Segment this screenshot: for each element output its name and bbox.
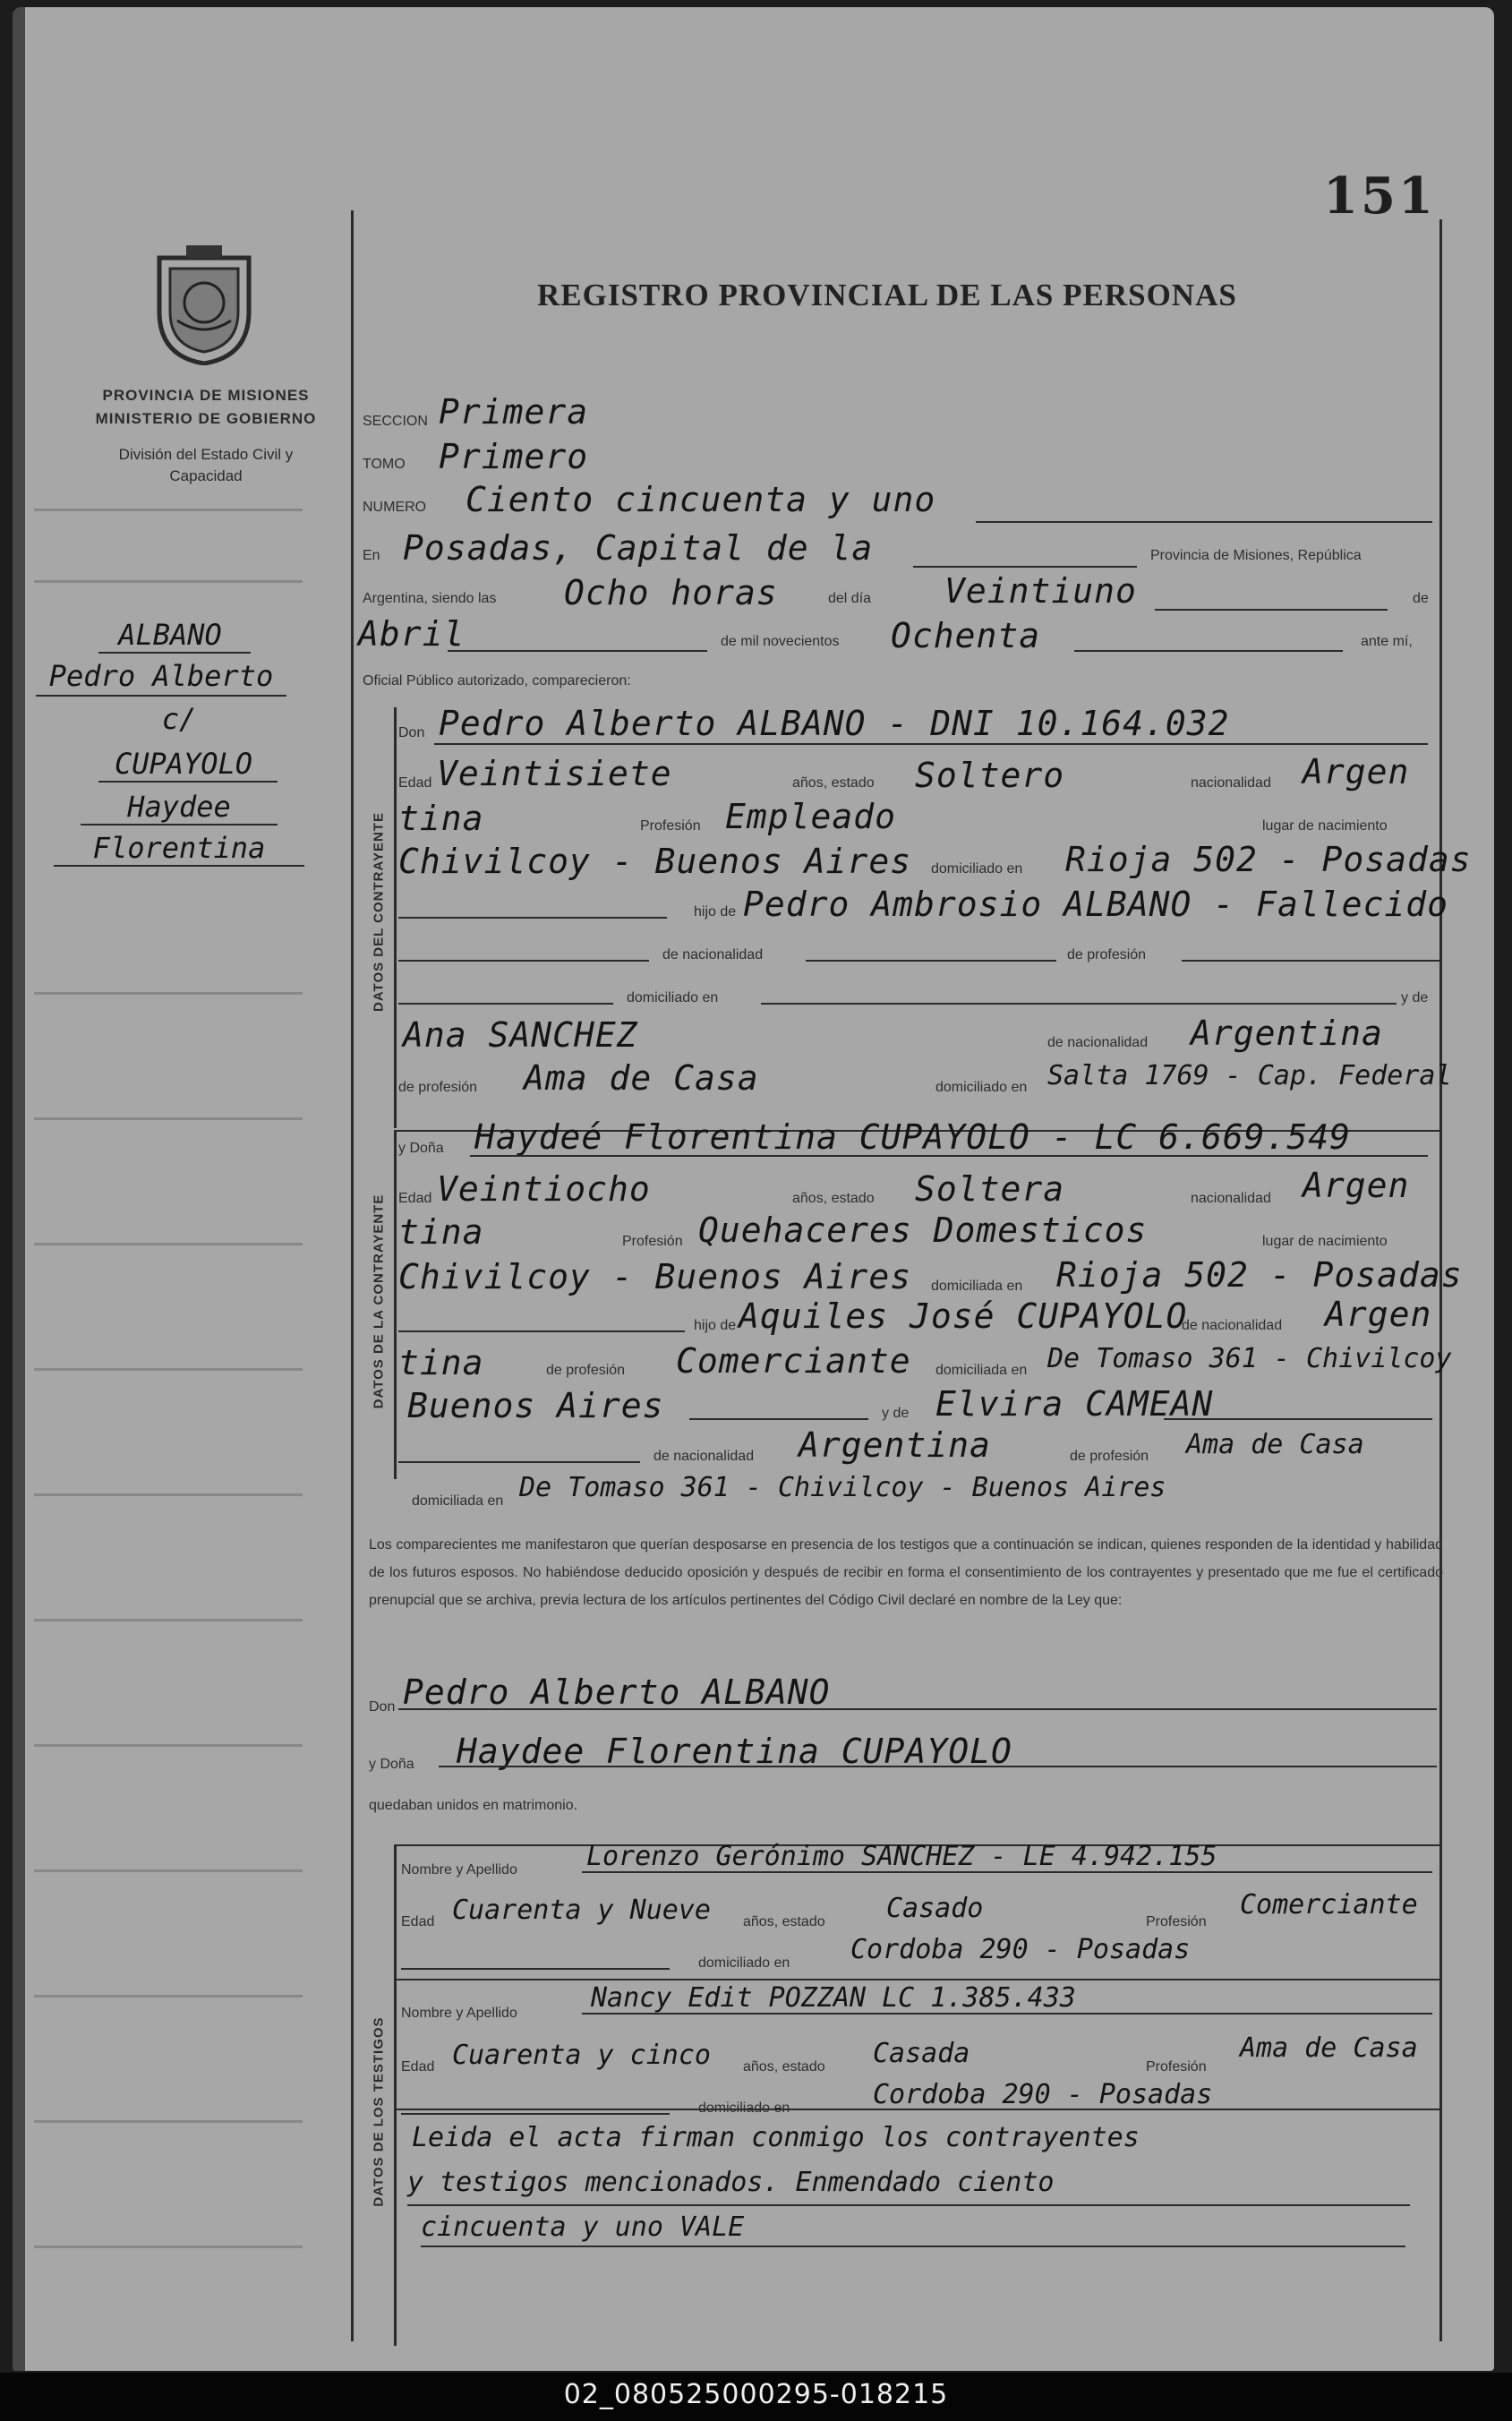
nacionalidad-label-2: nacionalidad [1191, 1191, 1271, 1206]
dia-value: Veintiuno [944, 571, 1137, 611]
margin-surname: ALBANO [118, 618, 222, 652]
lugar-nac-label: lugar de nacimiento [1262, 818, 1388, 834]
groom-address: Rioja 502 - Posadas [1065, 840, 1472, 879]
declared-groom: Pedro Alberto ALBANO [403, 1672, 831, 1712]
bride-name: Haydeé Florentina CUPAYOLO - LC 6.669.549 [474, 1117, 1351, 1157]
groom-birthplace: Chivilcoy - Buenos Aires [398, 842, 912, 881]
domicilio-label-5: domiciliada en [935, 1363, 1028, 1378]
hora-value: Ocho horas [564, 573, 778, 612]
ministry-label: MINISTERIO DE GOBIERNO [95, 410, 317, 427]
lugar-value: Posadas, Capital de la [403, 528, 874, 568]
ruled-line [34, 2120, 303, 2123]
bride-father-nationality-cont: tina [398, 1343, 484, 1382]
witness-1-address: Cordoba 290 - Posadas [850, 1934, 1191, 1965]
bride-mother: Elvira CAMEAN [935, 1384, 1214, 1424]
profesion-label-2: Profesión [622, 1234, 683, 1249]
ruled-line [34, 580, 303, 583]
ruled-line [34, 1493, 303, 1496]
groom-mother-address: Salta 1769 - Cap. Federal [1047, 1060, 1452, 1091]
groom-father: Pedro Ambrosio ALBANO - Fallecido [743, 885, 1448, 924]
bride-mother-profession: Ama de Casa [1186, 1429, 1364, 1460]
witness-1-age: Cuarenta y Nueve [452, 1895, 711, 1926]
province-label: PROVINCIA DE MISIONES [102, 387, 310, 404]
groom-nationality: Argen [1303, 752, 1410, 791]
seccion-value: Primera [439, 392, 589, 432]
groom-profession: Empleado [725, 797, 897, 836]
groom-mother-nationality: Argentina [1191, 1014, 1383, 1053]
declaration-paragraph: Los comparecientes me manifestaron que querían desposarse en presencia de los testigos que a continuación se indican, quienes responden de la identidad y habilidad de los futuros esposos. No habiéndose deducido oposición y después de recibir en forma el consentimiento de los contrayentes y presentado que me fue el certificado prenupcial que se archiva, previa lectura de los artículos pertinentes del Código Civil declaré en nombre de la Ley que: [369, 1537, 1443, 1608]
bride-nationality-cont: tina [398, 1212, 484, 1252]
don-label-2: Don [369, 1699, 396, 1715]
edad-label: Edad [398, 775, 432, 791]
witness-2-age: Cuarenta y cinco [452, 2040, 711, 2071]
groom-age: Veintisiete [437, 754, 672, 793]
numero-label: NUMERO [363, 500, 427, 515]
closing-line-1: Leida el acta firman conmigo los contrayentes [412, 2122, 1140, 2153]
y-dona-label-2: y Doña [369, 1757, 414, 1772]
estado-label: años, estado [792, 775, 875, 791]
ruled-line [34, 992, 303, 995]
binding-edge [13, 7, 25, 2371]
profesion-label-3: Profesión [1146, 1914, 1207, 1929]
siendo-label: Argentina, siendo las [363, 591, 497, 606]
bride-birthplace: Chivilcoy - Buenos Aires [398, 1257, 912, 1296]
closing-line-3: cincuenta y uno VALE [421, 2211, 745, 2243]
page-number: 151 [1323, 167, 1436, 226]
y-de-label-2: y de [882, 1406, 910, 1421]
bride-age: Veintiocho [437, 1169, 651, 1209]
nac-label-2: de nacionalidad [1047, 1035, 1149, 1050]
anio-value: Ochenta [891, 616, 1041, 655]
bride-father-address-cont: Buenos Aires [407, 1386, 664, 1425]
groom-nationality-cont: tina [398, 799, 484, 838]
witness-2-status: Casada [873, 2038, 970, 2069]
closing-line-2: y testigos mencionados. Enmendado ciento [407, 2167, 1055, 2198]
y-de-label: y de [1401, 990, 1429, 1005]
groom-status: Soltero [915, 756, 1065, 795]
domicilio-label-8: domiciliado en [698, 2100, 790, 2116]
margin-surname-2: CUPAYOLO [114, 747, 253, 781]
groom-section-label: DATOS DEL CONTRAYENTE [371, 812, 387, 1012]
witness-section-label: DATOS DE LOS TESTIGOS [371, 2016, 387, 2207]
dia-label: del día [828, 591, 872, 606]
domicilio-label-4: domiciliada en [931, 1279, 1023, 1294]
margin-name-2: Haydee [127, 790, 231, 824]
witness-1-status: Casado [886, 1893, 984, 1924]
ruled-line [34, 1243, 303, 1245]
ruled-line [34, 1744, 303, 1747]
domicilio-label-2: domiciliado en [627, 990, 719, 1005]
nacionalidad-label: nacionalidad [1191, 775, 1271, 791]
numero-value: Ciento cincuenta y uno [466, 480, 936, 519]
estado-label-2: años, estado [792, 1191, 875, 1206]
profesion-label: Profesión [640, 818, 701, 834]
witness-1-profession: Comerciante [1240, 1889, 1418, 1921]
lugar-nac-label-2: lugar de nacimiento [1262, 1234, 1388, 1249]
nombre-label-2: Nombre y Apellido [401, 2006, 517, 2021]
declared-bride: Haydee Florentina CUPAYOLO [457, 1732, 1012, 1771]
domicilio-label-6: domiciliada en [412, 1493, 504, 1509]
nac-label-3: de nacionalidad [1182, 1318, 1283, 1333]
de-label: de [1413, 591, 1429, 606]
image-caption: 02_080525000295-018215 [563, 2379, 949, 2410]
nombre-label: Nombre y Apellido [401, 1862, 517, 1878]
quedaban-label: quedaban unidos en matrimonio. [369, 1798, 578, 1813]
page-title: REGISTRO PROVINCIAL DE LAS PERSONAS [537, 278, 1237, 312]
ante-mi-label: ante mí, [1361, 634, 1413, 649]
prof-label-3: de profesión [546, 1363, 626, 1378]
ruled-line [34, 1619, 303, 1621]
nac-label: de nacionalidad [662, 947, 764, 962]
ruled-line [34, 1869, 303, 1872]
ruled-line [34, 2246, 303, 2248]
don-label: Don [398, 725, 425, 740]
bride-section-label: DATOS DE LA CONTRAYENTE [371, 1193, 387, 1409]
groom-section-rule [394, 707, 397, 1128]
ruled-line [34, 509, 303, 511]
bride-address: Rioja 502 - Posadas [1056, 1255, 1463, 1295]
groom-mother: Ana SANCHEZ [403, 1015, 638, 1055]
provincia-label: Provincia de Misiones, República [1150, 548, 1362, 563]
edad-label-3: Edad [401, 1914, 435, 1929]
edad-label-4: Edad [401, 2059, 435, 2075]
prof-label-2: de profesión [398, 1080, 478, 1095]
witness-2-name: Nancy Edit POZZAN LC 1.385.433 [591, 1982, 1076, 2014]
domicilio-label: domiciliado en [931, 861, 1023, 877]
witness-1-name: Lorenzo Gerónimo SANCHEZ - LE 4.942.155 [586, 1841, 1217, 1872]
seccion-label: SECCION [363, 414, 428, 429]
bride-profession: Quehaceres Domesticos [698, 1210, 1148, 1250]
en-label: En [363, 548, 380, 563]
witness-2-profession: Ama de Casa [1240, 2032, 1418, 2064]
division-label: División del Estado Civil y Capacidad [118, 446, 294, 484]
domicilio-label-3: domiciliado en [935, 1080, 1028, 1095]
ruled-line [34, 1995, 303, 1998]
witness-2-address: Cordoba 290 - Posadas [873, 2079, 1213, 2110]
tomo-value: Primero [439, 437, 589, 476]
mes-value: Abril [358, 614, 466, 654]
bride-nationality: Argen [1303, 1166, 1410, 1205]
bride-father-nationality: Argen [1325, 1295, 1432, 1334]
bride-status: Soltera [915, 1169, 1065, 1209]
bride-section-rule [394, 1130, 397, 1479]
tomo-label: TOMO [363, 457, 406, 472]
margin-name: Pedro Alberto [48, 659, 274, 693]
profesion-label-4: Profesión [1146, 2059, 1207, 2075]
left-column-rule [351, 210, 354, 2341]
bride-father-address: De Tomaso 361 - Chivilcoy [1047, 1343, 1452, 1374]
groom-mother-profession: Ama de Casa [524, 1058, 759, 1098]
hijo-de-label: hijo de [694, 904, 737, 920]
margin-separator: c/ [161, 702, 197, 736]
ruled-line [34, 1368, 303, 1371]
domicilio-label-7: domiciliado en [698, 1955, 790, 1971]
margin-name-3: Florentina [92, 831, 266, 865]
groom-name: Pedro Alberto ALBANO - DNI 10.164.032 [439, 704, 1230, 743]
y-dona-label: y Doña [398, 1141, 444, 1156]
estado-label-3: años, estado [743, 1914, 825, 1929]
nac-label-4: de nacionalidad [653, 1449, 755, 1464]
de-mil-label: de mil novecientos [721, 634, 840, 649]
bride-father: Aquiles José CUPAYOLO [739, 1296, 1188, 1336]
hijo-de-label-2: hijo de [694, 1318, 737, 1333]
estado-label-4: años, estado [743, 2059, 825, 2075]
ruled-line [34, 1117, 303, 1120]
divider [394, 1979, 1441, 1980]
oficial-label: Oficial Público autorizado, comparecieron: [363, 673, 631, 689]
bride-father-profession: Comerciante [676, 1341, 911, 1381]
prof-label: de profesión [1067, 947, 1147, 962]
bride-mother-address: De Tomaso 361 - Chivilcoy - Buenos Aires [519, 1472, 1166, 1503]
coat-of-arms-icon [150, 240, 258, 365]
edad-label-2: Edad [398, 1191, 432, 1206]
prof-label-4: de profesión [1070, 1449, 1149, 1464]
bride-mother-nationality: Argentina [799, 1425, 991, 1465]
witness-section-rule [394, 1844, 397, 2346]
